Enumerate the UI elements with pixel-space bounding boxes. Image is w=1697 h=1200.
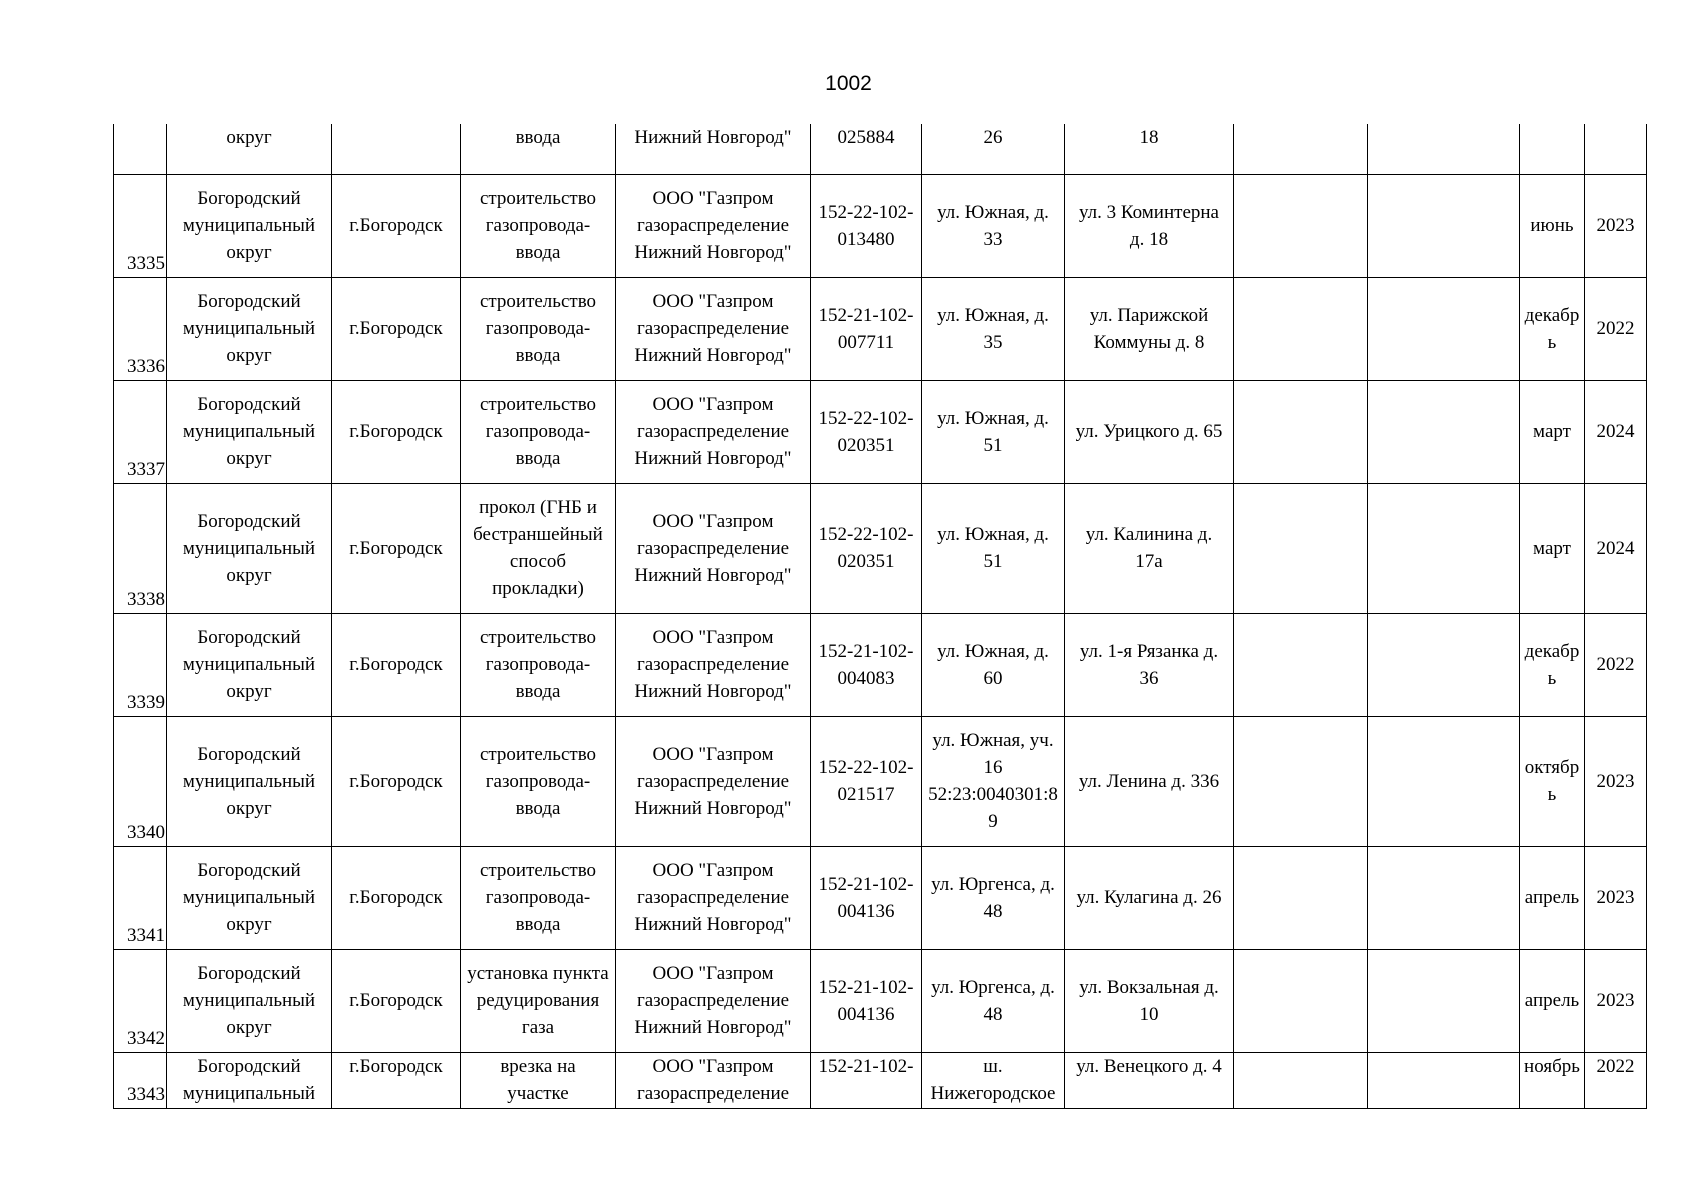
cell-work [461,1052,616,1108]
cell-empty-1 [1234,716,1368,846]
cell-permit [811,277,922,380]
cell-empty-2 [1368,716,1520,846]
cell-line: 004083 [837,667,895,689]
cell-org: Нижний Новгород" [616,124,811,174]
cell-line: строительство [479,188,597,209]
cell-line: 152-22-102- [818,407,914,429]
cell-object [922,949,1065,1052]
cell-year: 2024 [1585,483,1647,613]
cell-num: 3343 [114,1052,167,1108]
cell-month [1520,277,1585,380]
cell-line: газораспределение [636,421,790,442]
cell-line: Нижний Новгород" [634,242,792,263]
cell-line: 36 [1139,667,1159,689]
cell-line: октябр [1524,757,1580,778]
cell-line: ул. Южная, д. [937,201,1049,223]
cell-line: Богородский [197,291,301,312]
cell-line: Богородский [197,510,301,532]
cell-line: 007711 [837,331,895,353]
cell-line: газопровода- [485,318,591,339]
cell-line: ноябрь [1524,1055,1580,1077]
cell-month [1520,716,1585,846]
cell-line: Нижний Новгород" [634,681,792,702]
cell-line: ООО "Газпром [652,860,774,881]
cell-num: 3341 [114,846,167,949]
cell-line: ввода [515,681,561,702]
cell-line: Нижний Новгород" [634,797,792,819]
cell-work: ввода [461,124,616,174]
cell-month [1520,174,1585,277]
cell-permit [811,380,922,483]
table-row [114,846,1647,949]
cell-line: Богородский [197,743,301,765]
cell-city: г.Богородск [332,380,461,483]
cell-line: газопровода- [485,770,591,792]
cell-connect [1065,949,1234,1052]
cell-work [461,380,616,483]
cell-line: ООО "Газпром [652,188,774,209]
cell-work [461,277,616,380]
cell-line: газораспределение [636,770,790,792]
cell-city: г.Богородск [332,277,461,380]
cell-district [167,716,332,846]
cell-org [616,949,811,1052]
cell-line: округ [226,564,272,586]
cell-line: 9 [988,811,998,832]
cell-year: 2022 [1585,277,1647,380]
cell-city: г.Богородск [332,716,461,846]
cell-connect: 18 [1065,124,1234,174]
table-row [114,949,1647,1052]
cell-line: ь [1547,784,1557,805]
cell-org [616,380,811,483]
cell-line: муниципальный [182,770,316,792]
cell-line: 60 [983,667,1003,689]
cell-line: округ [226,1017,272,1038]
cell-num [114,124,167,174]
cell-object [922,846,1065,949]
cell-year: 2023 [1585,949,1647,1052]
cell-line: ООО "Газпром [652,394,774,415]
cell-line: 51 [983,434,1003,456]
cell-line: строительство [479,627,597,648]
cell-permit [811,846,922,949]
cell-line: газораспределение [636,537,790,559]
cell-city: г.Богородск [332,174,461,277]
cell-connect [1065,380,1234,483]
cell-line: строительство [479,291,597,312]
cell-empty-1 [1234,277,1368,380]
cell-line: ул. Венецкого д. 4 [1076,1055,1222,1077]
cell-line: установка пункта [467,963,609,984]
cell-line: ул. Калинина д. [1085,524,1213,545]
cell-num: 3339 [114,613,167,716]
cell-district [167,846,332,949]
cell-line: декабр [1524,304,1580,326]
cell-permit [811,483,922,613]
cell-line: ввода [515,242,561,263]
cell-city: г.Богородск [332,1052,461,1108]
cell-object [922,1052,1065,1108]
cell-line: 152-21-102- [818,640,914,662]
cell-line: ул. Урицкого д. 65 [1075,421,1223,442]
cell-line: 013480 [837,228,895,250]
cell-line: 152-22-102- [818,201,914,223]
cell-line: Нижний Новгород" [634,564,792,586]
table-row [114,716,1647,846]
cell-district [167,613,332,716]
table-row [114,483,1647,613]
cell-line: муниципальный [182,318,316,339]
cell-connect [1065,846,1234,949]
cell-object [922,174,1065,277]
cell-line: врезка на [500,1055,576,1077]
cell-line: газораспределение [636,887,790,908]
cell-line: 004136 [837,900,895,922]
cell-permit [811,1052,922,1108]
cell-line: ул. Вокзальная д. [1079,976,1219,998]
cell-connect [1065,483,1234,613]
permits-table [113,124,1647,1109]
cell-line: 021517 [837,784,895,805]
cell-year: 2023 [1585,846,1647,949]
cell-line: Нижегородское [930,1082,1056,1104]
cell-year: 2022 [1585,1052,1647,1108]
cell-line: ООО "Газпром [652,1055,774,1077]
cell-line: июнь [1530,215,1574,236]
cell-year: 2023 [1585,716,1647,846]
cell-line: газопровода- [485,421,591,442]
cell-city: г.Богородск [332,846,461,949]
cell-empty-1 [1234,483,1368,613]
cell-num: 3337 [114,380,167,483]
cell-org [616,1052,811,1108]
cell-line: 10 [1139,1003,1159,1025]
table-row [114,1052,1647,1108]
cell-line: март [1533,421,1571,442]
cell-month [1520,380,1585,483]
cell-line: 004136 [837,1003,895,1025]
cell-line: 33 [983,228,1003,250]
cell-line: редуцирования [476,990,600,1011]
cell-line: газораспределение [636,318,790,339]
cell-line: округ [226,345,272,366]
cell-line: ввода [515,914,561,935]
cell-line: 48 [983,1003,1003,1025]
cell-org [616,716,811,846]
cell-work [461,846,616,949]
cell-org [616,174,811,277]
cell-line: Богородский [197,860,301,881]
cell-line: муниципальный [182,654,316,675]
cell-line: Нижний Новгород" [634,1017,792,1038]
cell-line: 152-21-102- [818,304,914,326]
cell-object: 26 [922,124,1065,174]
cell-district [167,483,332,613]
cell-num: 3335 [114,174,167,277]
cell-work [461,174,616,277]
cell-num: 3340 [114,716,167,846]
cell-connect [1065,1052,1234,1108]
cell-district: округ [167,124,332,174]
cell-line: Нижний Новгород" [634,345,792,366]
cell-line: ул. Южная, д. [937,304,1049,326]
cell-line: ул. Южная, д. [937,524,1049,545]
cell-empty-2 [1368,174,1520,277]
cell-line: 51 [983,551,1003,572]
cell-year: 2023 [1585,174,1647,277]
cell-line: округ [226,681,272,702]
cell-line: Богородский [197,188,301,209]
cell-line: март [1533,537,1571,559]
cell-line: округ [226,797,272,819]
cell-year: 2022 [1585,613,1647,716]
cell-empty-2 [1368,846,1520,949]
cell-line: 152-21-102- [818,976,914,998]
cell-object [922,613,1065,716]
cell-line: декабр [1524,640,1580,662]
cell-district [167,380,332,483]
cell-line: 020351 [837,434,895,456]
cell-line: ул. Южная, д. [937,407,1049,429]
cell-object [922,277,1065,380]
cell-object [922,716,1065,846]
cell-line: ул. Южная, д. [937,640,1049,662]
cell-line: ул. Парижской [1089,304,1209,326]
table-row [114,277,1647,380]
table-body [114,124,1647,1108]
cell-empty-1 [1234,949,1368,1052]
cell-org [616,613,811,716]
cell-connect [1065,613,1234,716]
cell-line: ул. Ленина д. 336 [1078,770,1220,792]
cell-empty-1 [1234,1052,1368,1108]
cell-empty-2 [1368,613,1520,716]
cell-connect [1065,174,1234,277]
cell-empty-2 [1368,124,1520,174]
cell-org [616,846,811,949]
cell-line: 152-21-102- [818,1055,914,1077]
cell-empty-1 [1234,174,1368,277]
cell-permit [811,174,922,277]
cell-line: газораспределение [636,654,790,675]
cell-line: ввода [515,797,561,819]
cell-work [461,716,616,846]
cell-line: муниципальный [182,990,316,1011]
cell-num: 3342 [114,949,167,1052]
cell-line: апрель [1524,990,1580,1011]
cell-empty-1 [1234,613,1368,716]
cell-month [1520,1052,1585,1108]
cell-object [922,483,1065,613]
cell-line: Нижний Новгород" [634,914,792,935]
cell-city: г.Богородск [332,613,461,716]
cell-line: 35 [983,331,1003,353]
cell-empty-2 [1368,380,1520,483]
table-row [114,613,1647,716]
cell-month [1520,949,1585,1052]
cell-year [1585,124,1647,174]
cell-empty-1 [1234,124,1368,174]
cell-line: муниципальный [182,1082,316,1104]
cell-line: бестраншейный [473,524,603,545]
cell-line: ООО "Газпром [652,510,774,532]
cell-line: ООО "Газпром [652,627,774,648]
cell-line: 152-22-102- [818,757,914,778]
cell-district [167,174,332,277]
cell-line: газопровода- [485,654,591,675]
cell-month [1520,124,1585,174]
cell-org [616,277,811,380]
cell-line: строительство [479,394,597,415]
cell-line: 020351 [837,551,895,572]
table-row-continued [114,124,1647,174]
cell-line: ул. Кулагина д. 26 [1076,887,1222,908]
cell-line: ш. [983,1055,1003,1077]
page-number: 1002 [825,72,872,95]
cell-line: ь [1547,667,1557,689]
cell-line: ул. Юргенса, д. [931,873,1055,895]
cell-city [332,124,461,174]
cell-line: газораспределение [636,990,790,1011]
cell-line: газораспределение [636,215,790,236]
cell-district [167,949,332,1052]
cell-line: ул. 3 Коминтерна [1079,201,1219,223]
cell-empty-1 [1234,846,1368,949]
cell-permit [811,949,922,1052]
cell-month [1520,483,1585,613]
cell-line: муниципальный [182,421,316,442]
cell-line: участке [507,1082,569,1104]
cell-line: газа [521,1017,555,1038]
cell-org [616,483,811,613]
cell-month [1520,613,1585,716]
cell-empty-1 [1234,380,1368,483]
cell-year: 2024 [1585,380,1647,483]
cell-line: муниципальный [182,537,316,559]
cell-line: 48 [983,900,1003,922]
cell-num: 3336 [114,277,167,380]
cell-line: газопровода- [485,887,591,908]
cell-line: Коммуны д. 8 [1093,331,1205,353]
cell-city: г.Богородск [332,483,461,613]
cell-line: муниципальный [182,887,316,908]
cell-line: округ [226,914,272,935]
cell-line: строительство [479,743,597,765]
cell-empty-2 [1368,949,1520,1052]
table-row [114,380,1647,483]
cell-line: Богородский [197,1055,301,1077]
cell-permit [811,613,922,716]
table-row [114,174,1647,277]
cell-connect [1065,716,1234,846]
cell-district [167,277,332,380]
cell-line: 52:23:0040301:8 [928,784,1058,805]
cell-line: способ [509,551,567,572]
cell-work [461,949,616,1052]
cell-line: ул. Южная, уч. [932,730,1054,751]
cell-line: ввода [515,345,561,366]
cell-line: Нижний Новгород" [634,448,792,469]
cell-line: Богородский [197,627,301,648]
cell-line: ь [1547,331,1557,353]
cell-city: г.Богородск [332,949,461,1052]
cell-permit [811,716,922,846]
cell-month [1520,846,1585,949]
cell-line: ввода [515,448,561,469]
cell-line: ООО "Газпром [652,743,774,765]
cell-empty-2 [1368,277,1520,380]
cell-connect [1065,277,1234,380]
cell-line: прокол (ГНБ и [479,497,597,518]
cell-line: муниципальный [182,215,316,236]
cell-work [461,613,616,716]
cell-empty-2 [1368,1052,1520,1108]
cell-num: 3338 [114,483,167,613]
cell-line: газораспределение [636,1082,790,1104]
cell-line: 152-22-102- [818,524,914,545]
cell-line: округ [226,448,272,469]
cell-district [167,1052,332,1108]
cell-line: Богородский [197,394,301,415]
cell-empty-2 [1368,483,1520,613]
cell-line: 152-21-102- [818,873,914,895]
cell-line: ООО "Газпром [652,291,774,312]
cell-permit: 025884 [811,124,922,174]
cell-line: ул. 1-я Рязанка д. [1079,640,1219,662]
cell-line: д. 18 [1129,228,1169,250]
cell-line: 17а [1135,551,1163,572]
cell-work [461,483,616,613]
cell-line: округ [226,242,272,263]
cell-line: апрель [1524,887,1580,908]
cell-line: ул. Юргенса, д. [931,976,1055,998]
cell-line: 16 [983,757,1003,778]
cell-line: газопровода- [485,215,591,236]
cell-line: прокладки) [492,578,584,599]
cell-line: ООО "Газпром [652,963,774,984]
cell-object [922,380,1065,483]
cell-line: строительство [479,860,597,881]
cell-line: Богородский [197,963,301,984]
